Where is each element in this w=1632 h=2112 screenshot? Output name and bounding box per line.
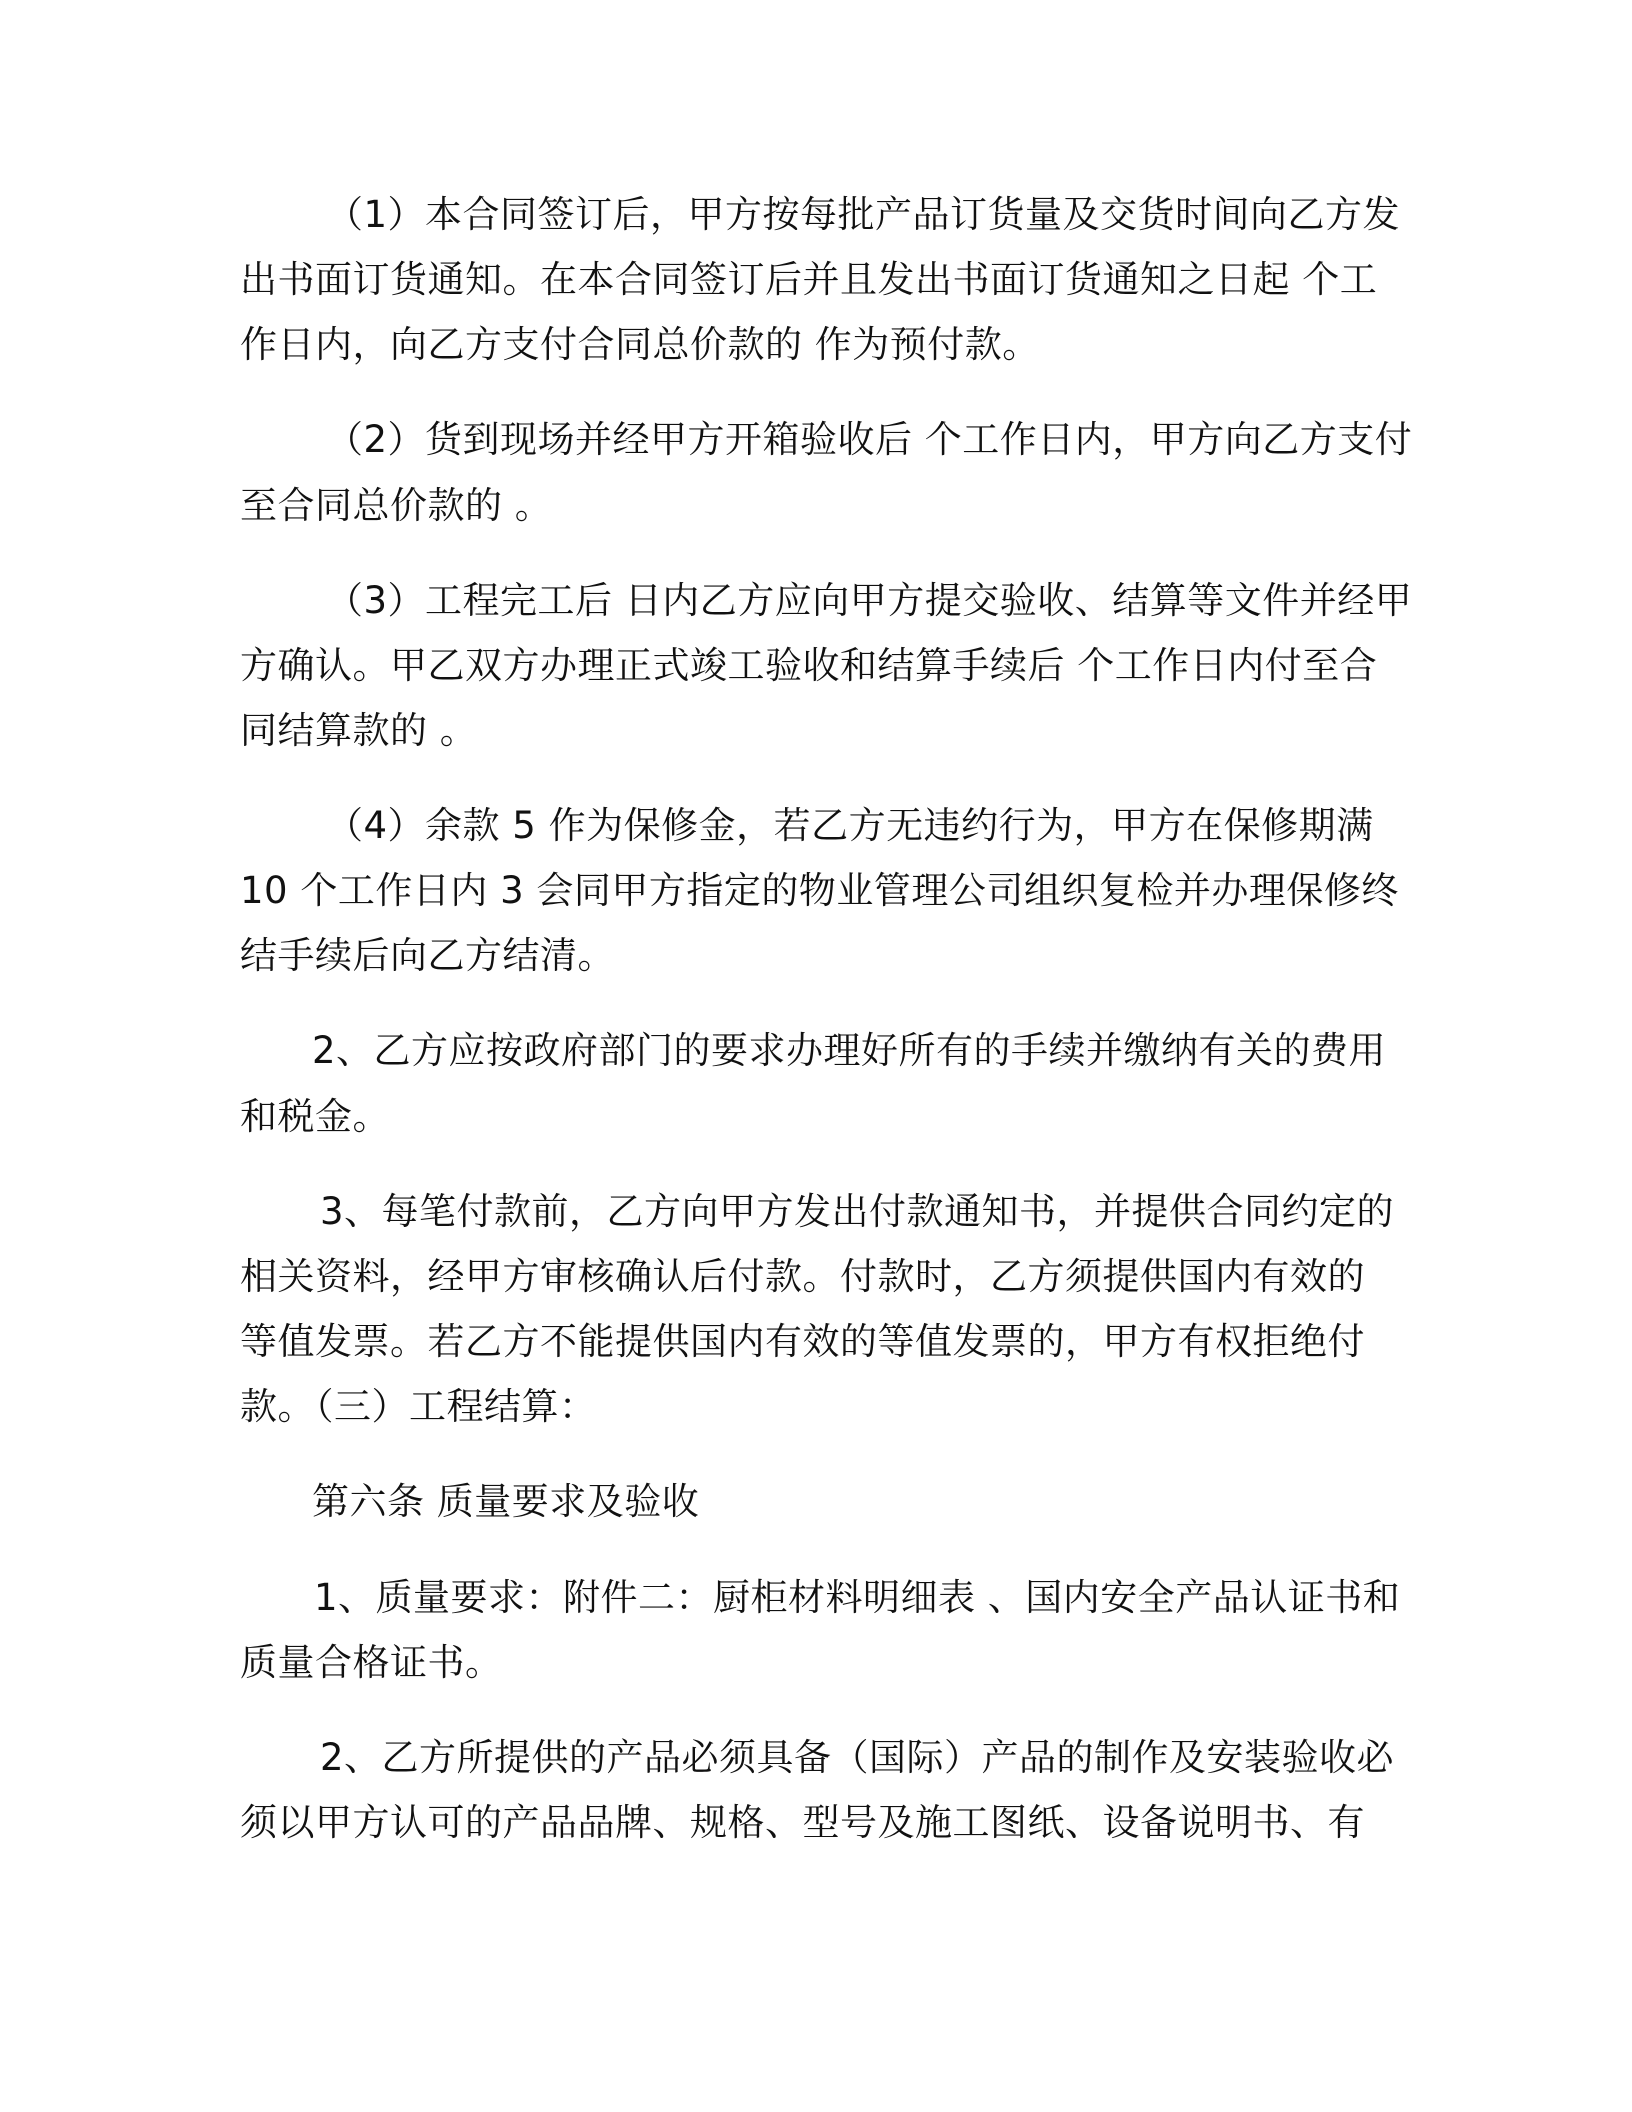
- text-line: 结手续后向乙方结清。: [240, 934, 615, 977]
- text-line: （4）余款 5 作为保修金，若乙方无违约行为，甲方在保修期满: [326, 804, 1374, 847]
- text-line: 相关资料，经甲方审核确认后付款。付款时，乙方须提供国内有效的: [240, 1255, 1365, 1298]
- text-line: （1）本合同签订后，甲方按每批产品订货量及交货时间向乙方发: [326, 193, 1401, 236]
- text-line: 方确认。甲乙双方办理正式竣工验收和结算手续后 个工作日内付至合: [240, 644, 1378, 687]
- text-line: 款。（三）工程结算：: [240, 1385, 597, 1428]
- text-line: 质量合格证书。: [240, 1641, 503, 1684]
- text-line: （3）工程完工后 日内乙方应向甲方提交验收、结算等文件并经甲: [326, 579, 1413, 622]
- text-line: 作日内，向乙方支付合同总价款的 作为预付款。: [240, 323, 1040, 366]
- text-line: 须以甲方认可的产品品牌、规格、型号及施工图纸、设备说明书、有: [240, 1801, 1365, 1844]
- text-line: 10 个工作日内 3 会同甲方指定的物业管理公司组织复检并办理保修终: [240, 869, 1399, 912]
- text-line: （2）货到现场并经甲方开箱验收后 个工作日内，甲方向乙方支付: [326, 418, 1413, 461]
- text-line: 同结算款的 。: [240, 709, 478, 752]
- text-line: 至合同总价款的 。: [240, 484, 553, 527]
- text-line: 等值发票。若乙方不能提供国内有效的等值发票的，甲方有权拒绝付: [240, 1320, 1365, 1363]
- text-line: 1、质量要求：附件二：厨柜材料明细表 、国内安全产品认证书和: [314, 1576, 1401, 1619]
- text-line: 2、乙方应按政府部门的要求办理好所有的手续并缴纳有关的费用: [312, 1029, 1387, 1072]
- text-line: 和税金。: [240, 1095, 390, 1138]
- text-line: 3、每笔付款前，乙方向甲方发出付款通知书，并提供合同约定的: [320, 1190, 1395, 1233]
- section-heading: 第六条 质量要求及验收: [312, 1480, 700, 1523]
- text-line: 2、乙方所提供的产品必须具备（国际）产品的制作及安装验收必: [320, 1736, 1395, 1779]
- text-line: 出书面订货通知。在本合同签订后并且发出书面订货通知之日起 个工: [240, 258, 1378, 301]
